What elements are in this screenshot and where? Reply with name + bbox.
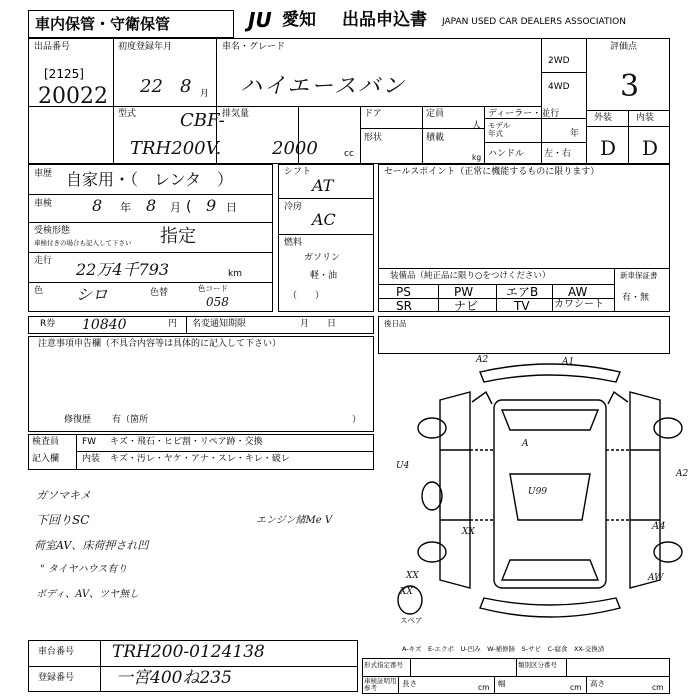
- rating-value: 3: [620, 69, 640, 104]
- mark-rear-right: A4: [652, 521, 666, 532]
- drive-4wd: 4WD: [548, 82, 570, 92]
- mark-left: U4: [396, 461, 410, 471]
- mark-top2: A1: [562, 357, 575, 367]
- fw-label: FW: [82, 437, 97, 447]
- load-unit: kg: [472, 153, 482, 162]
- mark-bottom-left: XX: [400, 587, 413, 597]
- equipment-navi: ナビ: [454, 299, 479, 313]
- mark-right: A2: [676, 469, 689, 479]
- color-change-label: 色替: [150, 288, 169, 298]
- chassis-value: TRH200-0124138: [112, 642, 265, 662]
- equipment-label: 装備品（純正品に限り○をつけください）: [390, 271, 551, 281]
- load-label: 積載: [426, 133, 445, 143]
- listing-number: 20022: [38, 84, 108, 109]
- note-line-4: " タイヤハウス有り: [40, 564, 128, 575]
- interior-check-items: キズ・汚レ・ヤケ・アナ・スレ・キレ・破レ: [110, 454, 290, 464]
- legend-text: A-キズ E-エクボ U-凹み W-補修跡 S-サビ C-腐食 XX-交換済: [402, 645, 605, 653]
- displacement-unit: cc: [344, 149, 354, 159]
- inspection-form-value: 指定: [160, 226, 196, 247]
- inspection-year-unit: 年: [120, 201, 131, 214]
- repair-value: 有（箇所: [112, 415, 149, 425]
- inspection-day-unit: 日: [226, 201, 237, 214]
- model-line2: TRH200V.: [130, 138, 222, 159]
- plate-label: 登録番号: [38, 673, 75, 683]
- history-label: 車歴: [34, 169, 53, 179]
- mark-hood: U99: [528, 487, 548, 497]
- chassis-label: 車台番号: [38, 647, 75, 657]
- note-line-6: エンジン緒Me V: [256, 515, 333, 526]
- model-label: 型式: [118, 109, 137, 119]
- shape-label: 形状: [364, 133, 383, 143]
- model-line1: CBF-: [180, 110, 225, 131]
- rating-label: 評価点: [610, 42, 638, 52]
- inspection-form-sub: 車検付きの場合も記入して下さい: [34, 239, 132, 247]
- recycle-label: 新車保証書: [620, 271, 658, 280]
- note-line-2: 下回りSC: [36, 513, 90, 527]
- width-label: 幅: [498, 679, 506, 688]
- door-label: ドア: [364, 109, 382, 119]
- shift-label: シフト: [284, 167, 312, 177]
- inspection-year: 8: [92, 196, 103, 215]
- interior-value: D: [642, 136, 659, 160]
- mark-rear-left: XX: [406, 571, 419, 581]
- model-year-label: モデル 年式: [488, 121, 511, 138]
- checker-label1: 検査員: [32, 437, 60, 447]
- note-line-5: ボディ、AV、ツヤ無し: [36, 589, 140, 600]
- displacement-label: 排気量: [222, 109, 250, 119]
- equipment-sr: SR: [396, 299, 412, 313]
- sales-point-label: セールスポイント（正常に機能するものに限ります）: [384, 167, 600, 177]
- mark-cargo: XX: [462, 527, 475, 537]
- repair-close: ）: [352, 415, 362, 425]
- fuel-light-oil: 軽・油: [310, 271, 338, 281]
- height-label: 高さ: [590, 679, 605, 688]
- r-ticket-label: R券: [40, 319, 56, 329]
- equipment-pw: PW: [454, 285, 474, 299]
- shape-number-label: 形式指定番号: [364, 661, 403, 669]
- inspection-label: 車検: [34, 199, 53, 209]
- registration-label: 初度登録年月: [118, 42, 173, 52]
- capacity-label: 定員: [426, 109, 445, 119]
- exterior-label: 外装: [594, 113, 613, 123]
- mark-bottom-right: AW: [648, 573, 664, 583]
- org-english: JAPAN USED CAR DEALERS ASSOCIATION: [442, 17, 626, 27]
- interior-label: 内装: [636, 113, 655, 123]
- note-line-1: ガソマキメ: [36, 489, 91, 502]
- registration-year: 22: [140, 76, 163, 97]
- shift-value: AT: [312, 176, 334, 195]
- mileage-value: 22万4千793: [76, 260, 170, 279]
- ju-logo: JU: [248, 8, 272, 32]
- fuel-label: 燃料: [284, 238, 303, 248]
- mileage-unit: km: [228, 269, 242, 279]
- cert-ref-label: 車検証明用 参考: [364, 677, 397, 692]
- cert-expiry-unit: 月 日: [300, 319, 337, 329]
- r-ticket-value: 10840: [82, 317, 127, 333]
- repair-label: 修復歴: [64, 415, 92, 425]
- mark-center: A: [522, 439, 529, 449]
- equipment-tv: TV: [514, 299, 530, 313]
- length-cm: cm: [478, 683, 490, 692]
- vehicle-name-value: ハイエースバン: [240, 74, 407, 99]
- height-cm: cm: [652, 683, 664, 692]
- interior-check-label: 内装: [82, 454, 101, 464]
- cert-expiry-label: 名変通知期限: [192, 319, 247, 329]
- plate-value: 一宮400ね235: [116, 668, 232, 688]
- vehicle-name-label: 車名・グレード: [222, 42, 286, 52]
- spare-label: スペア: [400, 616, 423, 625]
- r-ticket-unit: 円: [168, 319, 178, 329]
- color-label: 色: [34, 286, 44, 296]
- checker-label2: 記入欄: [32, 454, 60, 464]
- category-number-label: 類別区分番号: [518, 661, 557, 669]
- inspection-month: 8: [146, 196, 157, 215]
- equipment-airbag: エアB: [506, 285, 539, 299]
- equipment-ps: PS: [396, 285, 411, 299]
- listing-label: 出品番号: [34, 42, 71, 52]
- model-year-unit: 年: [570, 129, 580, 139]
- equipment-aw: AW: [568, 285, 588, 299]
- registration-month-unit: 月: [200, 89, 210, 99]
- color-code-label: 色コード: [198, 284, 228, 293]
- drive-2wd: 2WD: [548, 56, 570, 66]
- exterior-value: D: [600, 136, 617, 160]
- mark-top1: A2: [476, 355, 489, 365]
- history-value: 自家用・（ レンタ ）: [66, 170, 233, 189]
- org-name: 愛知: [282, 10, 316, 30]
- dealer-label: ディーラー・並行: [488, 109, 560, 119]
- equipment-seat: カワシート: [554, 299, 604, 310]
- form-title: 出品申込書: [342, 10, 427, 30]
- storage-title: 車内保管・守衛保管: [35, 15, 171, 33]
- fuel-gasoline: ガソリン: [304, 253, 341, 263]
- fw-items: キズ・飛石・ヒビ割・リペア跡・交換: [110, 437, 263, 447]
- color-code-value: 058: [206, 295, 229, 309]
- notes-label: 注意事項申告欄（不具合内容等は具体的に記入して下さい）: [38, 339, 282, 349]
- handle-value: 左・右: [544, 149, 572, 159]
- post-install-label: 後日品: [384, 319, 407, 328]
- length-label: 長さ: [402, 679, 417, 688]
- width-cm: cm: [570, 683, 582, 692]
- listing-sub-number: [2125]: [44, 67, 84, 81]
- mileage-label: 走行: [34, 256, 53, 266]
- recycle-value: 有・無: [622, 293, 650, 303]
- color-value: シロ: [76, 285, 109, 304]
- inspection-month-unit: 月: [170, 201, 181, 214]
- inspection-day: 9: [206, 196, 217, 215]
- ac-value: AC: [312, 210, 336, 229]
- inspection-day-paren: (: [186, 199, 192, 215]
- inspection-form-label: 受検形態: [34, 226, 71, 236]
- note-line-3: 荷室AV、床荷押され凹: [34, 539, 149, 552]
- capacity-unit: 人: [472, 121, 482, 131]
- handle-label: ハンドル: [488, 149, 525, 159]
- registration-month: 8: [180, 76, 192, 97]
- displacement-value: 2000: [272, 138, 318, 159]
- fuel-paren: （ ）: [288, 291, 325, 301]
- ac-label: 冷房: [284, 202, 303, 212]
